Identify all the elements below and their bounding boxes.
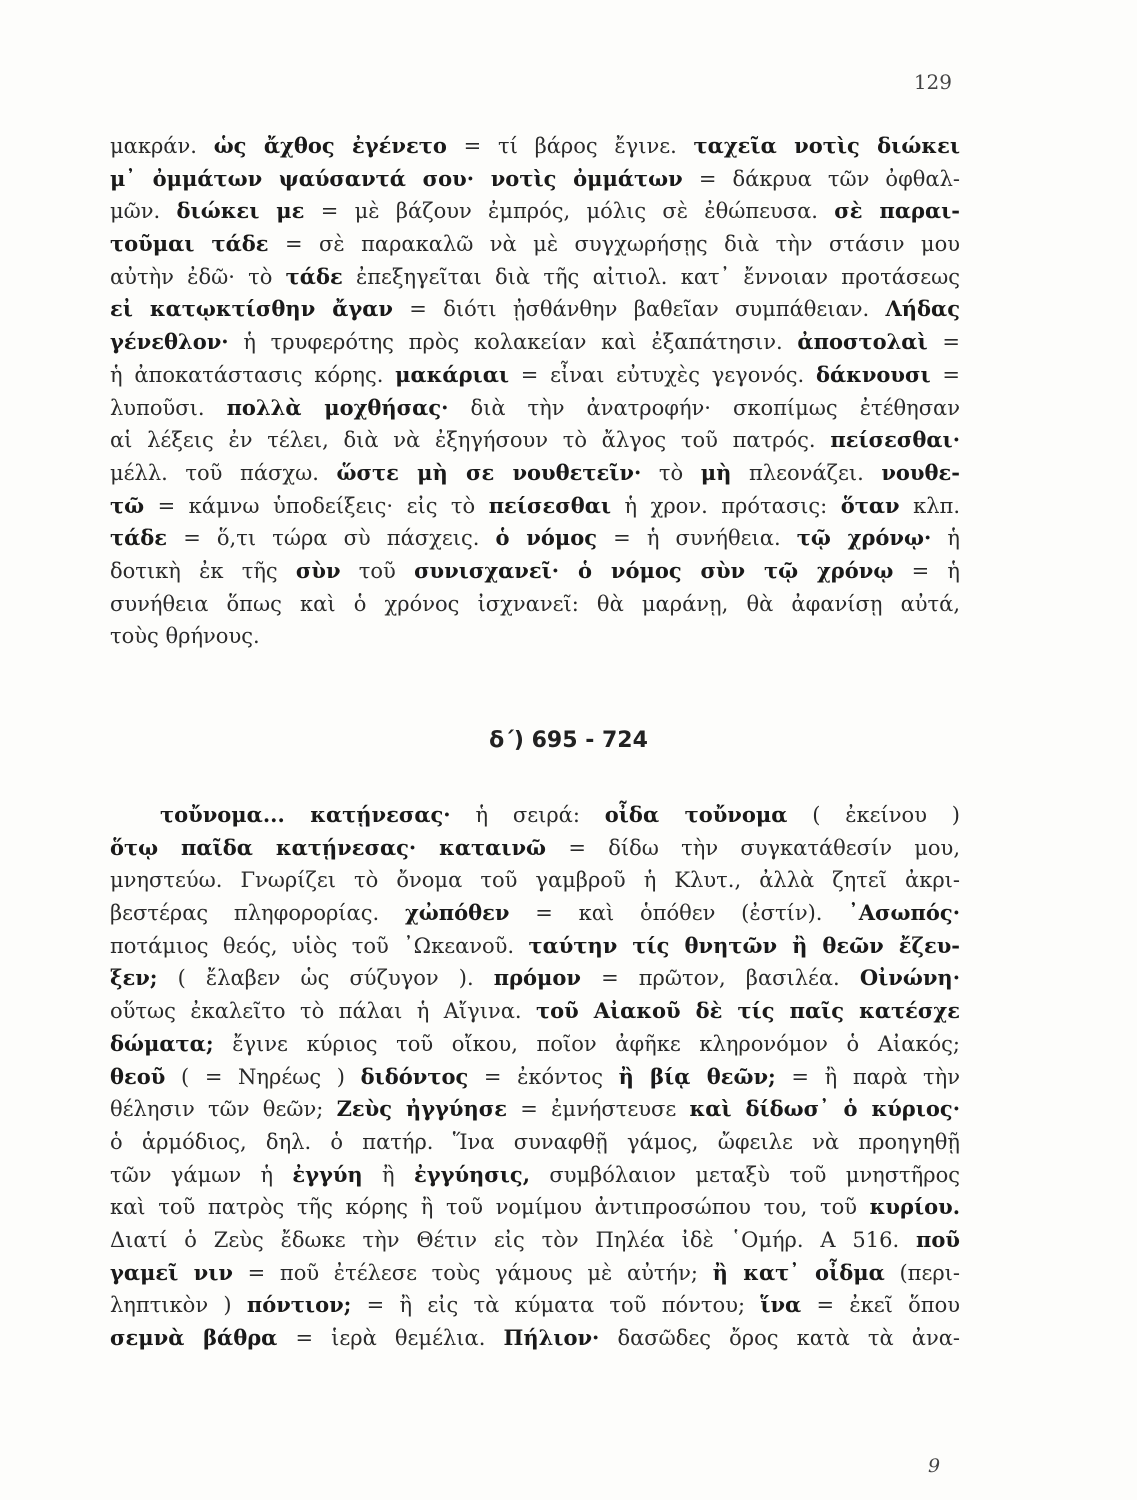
gloss-text: κλπ. [899, 493, 960, 518]
gloss-text: μνηστεύω. Γνωρίζει τὸ ὄνομα τοῦ γαμβροῦ ἡ Κλυτ., ἀλλὰ ζητεῖ ἀκρι- [110, 868, 960, 893]
gloss-text: ( ἔλαβεν ὡς σύζυγον ). [157, 966, 494, 991]
lemma-bold: οἶδα τοὔνομα [604, 802, 788, 827]
text-line [110, 864, 960, 897]
gloss-text: συμβόλαιον μεταξὺ τοῦ μνηστῆρος [530, 1162, 960, 1187]
text-line [110, 1257, 960, 1290]
lemma-bold: ποῦ [916, 1226, 960, 1252]
text-line [110, 490, 960, 523]
lemma-bold: δάκνουσι [815, 361, 931, 387]
gloss-text: τοῦ [340, 558, 415, 583]
text-line [110, 555, 960, 588]
lemma-bold: γένεθλον· [110, 329, 229, 355]
lemma-bold: συνισχανεῖ· ὁ νόμος σὺν τῷ χρόνῳ [414, 557, 894, 583]
gloss-text: = ἐμνήστευσε [507, 1097, 690, 1122]
lemma-bold: τοῦ Αἰακοῦ δὲ τίς παῖς κατέσχε [535, 998, 960, 1024]
text-line [110, 962, 960, 995]
gloss-text: λυποῦσι. [110, 395, 227, 420]
gloss-text: ἡ χρον. πρότασις: [611, 493, 841, 518]
text-line [110, 392, 960, 425]
commentary-paragraph-1 [110, 130, 960, 653]
lemma-bold: τοῦμαι τάδε [110, 231, 269, 257]
gloss-text: = ὅ,τι τώρα σὺ πάσχεις. [167, 526, 496, 551]
lemma-bold: πείσεσθαι· [830, 427, 960, 453]
lemma-bold: ξεν; [110, 965, 158, 991]
lemma-bold: Ζεὺς ἠγγύησε [336, 1096, 508, 1122]
gloss-text: = ἡ [893, 558, 960, 583]
text-line [110, 897, 960, 930]
text-line [110, 799, 960, 832]
lemma-bold: ᾽Ασωπός· [848, 900, 960, 926]
gloss-text: (περι- [884, 1260, 960, 1285]
text-line [110, 588, 960, 621]
lemma-bold: ἀποστολαὶ [797, 329, 928, 355]
lemma-bold: ὅτῳ παῖδα κατῄνεσας· καταινῶ [110, 834, 547, 860]
gloss-text: τοὺς θρήνους. [110, 624, 260, 649]
text-line [110, 1289, 960, 1322]
lemma-bold: εἰ κατῳκτίσθην ἄγαν [110, 296, 393, 322]
gloss-text: = διότι ᾐσθάνθην βαθεῖαν συμπάθειαν. [392, 297, 886, 322]
text-line [110, 1224, 960, 1257]
signature-mark: 9 [928, 1455, 941, 1477]
lemma-bold: ὅταν [840, 492, 900, 518]
lemma-bold: ἐγγύησις, [413, 1161, 531, 1187]
gloss-text: βεστέρας πληφορορίας. [110, 901, 405, 926]
lemma-bold: ταχεῖα νοτὶς διώκει [693, 133, 960, 158]
gloss-text: συνήθεια ὅπως καὶ ὁ χρόνος ἰσχνανεῖ: θὰ μαράνῃ, θὰ ἀφανίσῃ αὐτά, [110, 591, 960, 616]
gloss-text: = καὶ ὁπόθεν (ἐστίν). [509, 901, 849, 926]
text-line [110, 424, 960, 457]
gloss-text: αἱ λέξεις ἐν τέλει, διὰ νὰ ἐξηγήσουν τὸ ἄλγος τοῦ πατρός. [110, 428, 831, 453]
text-line [110, 163, 960, 196]
text-line [110, 261, 960, 294]
gloss-text: = τί βάρος ἔγινε. [446, 134, 694, 158]
gloss-text: πλεονάζει. [731, 460, 882, 485]
lemma-bold: πρόμον [493, 965, 581, 991]
gloss-text: οὕτως ἐκαλεῖτο τὸ πάλαι ἡ Αἴγινα. [110, 999, 536, 1024]
gloss-text: ( ἐκείνου ) [787, 803, 960, 827]
gloss-text: = ἐκεῖ ὅπου [801, 1293, 960, 1318]
commentary-paragraph-2 [110, 799, 960, 1355]
lemma-bold: ἵνα [760, 1292, 802, 1318]
gloss-text: ἔγινε κύριος τοῦ οἴκου, ποῖον ἀφῆκε κληρονόμον ὁ Αἰακός; [213, 1031, 960, 1056]
text-line [110, 1126, 960, 1159]
gloss-text: καὶ τοῦ πατρὸς τῆς κόρης ἢ τοῦ νομίμου ἀντιπροσώπου του, τοῦ [110, 1195, 870, 1220]
lemma-bold: μακάριαι [395, 361, 510, 387]
lemma-bold: διδόντος [360, 1063, 469, 1089]
text-line [110, 1061, 960, 1094]
gloss-text: ἢ [362, 1162, 414, 1187]
gloss-text: = ἢ παρὰ τὴν [775, 1064, 960, 1089]
lemma-bold: νουθε- [881, 459, 960, 485]
lemma-bold: ὡς ἄχθος ἐγένετο [213, 133, 447, 158]
gloss-text: = ἐκόντος [468, 1064, 619, 1089]
lemma-bold: πολλὰ μοχθήσας· [226, 394, 449, 420]
lemma-bold: πόντιον; [246, 1292, 352, 1318]
lemma-bold: τῶ [110, 492, 145, 518]
gloss-text: = ἡ συνήθεια. [597, 526, 797, 551]
gloss-text: Διατί ὁ Ζεὺς ἔδωκε τὴν Θέτιν εἰς τὸν Πηλέα ἰδὲ ῾Ομήρ. Α 516. [110, 1227, 917, 1252]
gloss-text: θέλησιν τῶν θεῶν; [110, 1097, 337, 1122]
lemma-bold: πείσεσθαι [488, 492, 612, 518]
gloss-text: ἡ τρυφερότης πρὸς κολακείαν καὶ ἐξαπάτησιν. [228, 330, 798, 355]
text-line [110, 293, 960, 326]
text-line [110, 995, 960, 1028]
text-line [110, 832, 960, 865]
gloss-text: = δίδω τὴν συγκατάθεσίν μου, [546, 835, 960, 860]
gloss-text: μῶν. [110, 199, 177, 224]
text-line [110, 620, 960, 653]
gloss-text: αὐτὴν ἐδῶ· τὸ [110, 264, 286, 289]
lemma-bold: σὲ παραι- [834, 198, 960, 224]
gloss-text: = [930, 362, 960, 387]
text-line [110, 1191, 960, 1224]
gloss-text: = μὲ βάζουν ἐμπρός, μόλις σὲ ἐθώπευσα. [304, 199, 835, 224]
gloss-text: = εἶναι εὐτυχὲς γεγονός. [509, 362, 816, 387]
text-line [110, 228, 960, 261]
lemma-bold: τοὔνομα... κατῄνεσας· [160, 802, 451, 827]
gloss-text: ἡ σειρά: [450, 803, 605, 827]
lemma-bold: θεοῦ [110, 1063, 166, 1089]
gloss-text: μακράν. [110, 134, 214, 158]
lemma-bold: ἢ κατ᾽ οἶδμα [712, 1259, 885, 1285]
text-line [110, 195, 960, 228]
gloss-text: ληπτικὸν ) [110, 1293, 247, 1318]
lemma-bold: δώματα; [110, 1030, 214, 1056]
lemma-bold: ὁ νόμος [495, 525, 598, 551]
gloss-text: ( = Νηρέως ) [165, 1064, 361, 1089]
text-line [110, 457, 960, 490]
text-line [110, 1322, 960, 1355]
gloss-text: μέλλ. τοῦ πάσχω. [110, 460, 337, 485]
gloss-text: ἡ [931, 526, 960, 551]
gloss-text: = ἱερὰ θεμέλια. [277, 1326, 504, 1350]
section-heading: δ΄) 695 - 724 [489, 728, 648, 753]
lemma-bold: Οἰνώνη· [859, 965, 960, 991]
lemma-bold: χὠπόθεν [404, 900, 510, 926]
text-line [110, 1159, 960, 1192]
gloss-text: τὸ [641, 460, 701, 485]
gloss-text: ἡ ἀποκατάστασις κόρης. [110, 362, 396, 387]
text-line [110, 130, 960, 163]
lemma-bold: ἢ βίᾳ θεῶν; [618, 1063, 776, 1089]
lemma-bold: τῷ χρόνῳ· [796, 525, 932, 551]
text-line [110, 522, 960, 555]
lemma-bold: μ᾽ ὀμμάτων ψαύσαντά σου· νοτὶς ὀμμάτων [110, 165, 683, 191]
lemma-bold: διώκει με [176, 198, 305, 224]
lemma-bold: κυρίου. [869, 1194, 960, 1220]
gloss-text: δοτικὴ ἐκ τῆς [110, 558, 296, 583]
gloss-text: δασῶδες ὄρος κατὰ τὰ ἀνα- [599, 1326, 960, 1350]
lemma-bold: μὴ [700, 459, 732, 485]
gloss-text: ὁ ἁρμόδιος, δηλ. ὁ πατήρ. Ἵνα συναφθῇ γάμος, ὤφειλε νὰ προηγηθῇ [110, 1129, 960, 1154]
text-line [110, 326, 960, 359]
text-line [110, 1028, 960, 1061]
gloss-text: διὰ τὴν ἀνατροφήν· σκοπίμως ἐτέθησαν [448, 395, 960, 420]
text-line [110, 359, 960, 392]
lemma-bold: ταύτην τίς θνητῶν ἢ θεῶν ἔζευ- [528, 932, 960, 958]
lemma-bold: σὺν [295, 557, 341, 583]
gloss-text: = δάκρυα τῶν ὀφθαλ- [682, 166, 960, 191]
gloss-text: = κάμνω ὑποδείξεις· εἰς τὸ [144, 493, 489, 518]
lemma-bold: Πήλιον· [503, 1325, 600, 1350]
lemma-bold: ὥστε μὴ σε νουθετεῖν· [336, 459, 642, 485]
lemma-bold: σεμνὰ βάθρα [110, 1325, 278, 1350]
gloss-text: = [927, 330, 960, 355]
lemma-bold: Λήδας [885, 296, 960, 322]
gloss-text: = σὲ παρακαλῶ νὰ μὲ συγχωρήσῃς διὰ τὴν στάσιν μου [268, 232, 960, 257]
lemma-bold: τάδε [110, 525, 168, 551]
lemma-bold: γαμεῖ νιν [110, 1259, 233, 1285]
gloss-text: = ποῦ ἐτέλεσε τοὺς γάμους μὲ αὐτήν; [232, 1260, 713, 1285]
text-line [110, 930, 960, 963]
gloss-text: ποτάμιος θεός, υἱὸς τοῦ ᾽Ωκεανοῦ. [110, 933, 529, 958]
text-line [110, 1093, 960, 1126]
gloss-text: = ἢ εἰς τὰ κύματα τοῦ πόντου; [351, 1293, 761, 1318]
gloss-text: = πρῶτον, βασιλέα. [581, 966, 860, 991]
lemma-bold: ἐγγύη [292, 1161, 363, 1187]
gloss-text: ἐπεξηγεῖται διὰ τῆς αἰτιολ. κατ᾽ ἔννοιαν προτάσεως [342, 264, 960, 289]
lemma-bold: καὶ δίδωσ᾽ ὁ κύριος· [689, 1096, 960, 1122]
page-number: 129 [913, 70, 952, 94]
lemma-bold: τάδε [285, 263, 343, 289]
gloss-text: τῶν γάμων ἡ [110, 1162, 293, 1187]
